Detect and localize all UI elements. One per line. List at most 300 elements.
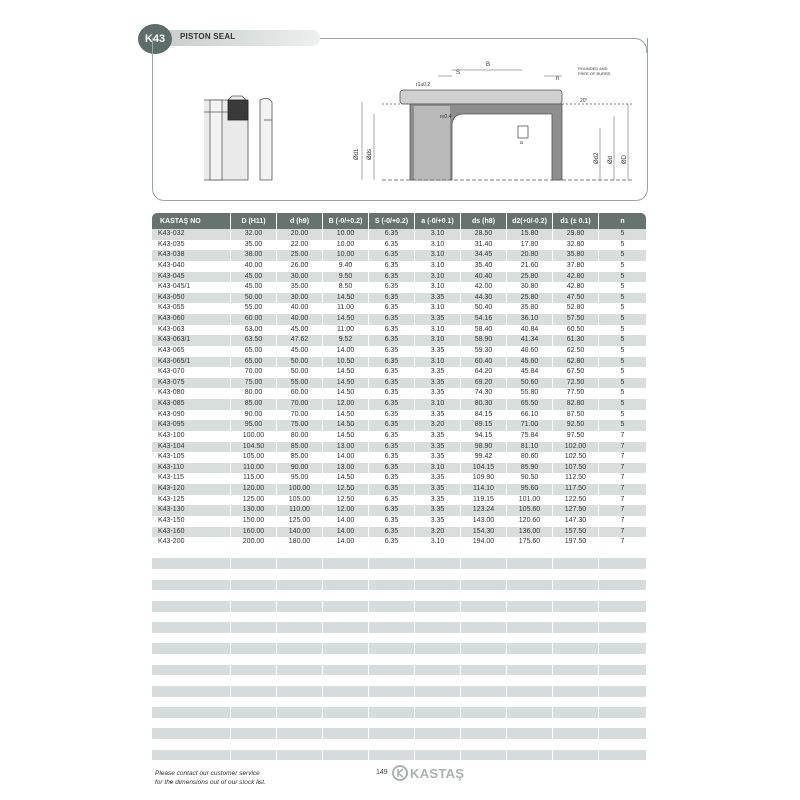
table-cell: 67.50 xyxy=(552,367,598,378)
angle-label: 20° xyxy=(580,98,588,104)
table-cell: 40.00 xyxy=(276,314,322,325)
empty-cell xyxy=(506,718,552,729)
table-row xyxy=(152,240,646,251)
empty-cell xyxy=(460,665,506,676)
table-cell: 5 xyxy=(598,410,646,421)
table-cell: 45.00 xyxy=(276,325,322,336)
table-cell: 197.50 xyxy=(552,537,598,548)
empty-cell xyxy=(276,739,322,750)
table-cell: 84.15 xyxy=(460,410,506,421)
table-cell: 3.10 xyxy=(414,303,460,314)
empty-cell xyxy=(460,548,506,559)
table-cell: 3.10 xyxy=(414,261,460,272)
table-cell: 105.60 xyxy=(506,505,552,516)
empty-cell xyxy=(552,580,598,591)
table-cell: 3.10 xyxy=(414,250,460,261)
table-cell: 6.35 xyxy=(368,527,414,538)
table-cell: 194.00 xyxy=(460,537,506,548)
table-cell: 50.00 xyxy=(230,293,276,304)
empty-cell xyxy=(276,558,322,569)
table-cell: 14.50 xyxy=(322,293,368,304)
table-cell: 58.90 xyxy=(460,335,506,346)
table-cell: 75.00 xyxy=(230,378,276,389)
table-cell: 7 xyxy=(598,431,646,442)
empty-cell xyxy=(506,675,552,686)
empty-table-row xyxy=(152,654,646,665)
table-cell: 14.50 xyxy=(322,410,368,421)
table-cell: 6.35 xyxy=(368,346,414,357)
table-cell: 98.90 xyxy=(460,442,506,453)
table-cell: 50.40 xyxy=(460,303,506,314)
table-row xyxy=(152,314,646,325)
empty-cell xyxy=(322,622,368,633)
section-title: PISTON SEAL xyxy=(180,32,236,41)
table-cell: 40.40 xyxy=(460,272,506,283)
table-cell: K43-063/1 xyxy=(152,335,230,346)
empty-cell xyxy=(276,643,322,654)
table-cell: 95.60 xyxy=(506,484,552,495)
empty-cell xyxy=(460,686,506,697)
seal-cross-section xyxy=(204,96,272,180)
table-cell: 13.00 xyxy=(322,463,368,474)
empty-cell xyxy=(414,739,460,750)
table-cell: 14.00 xyxy=(322,452,368,463)
customer-service-note xyxy=(155,769,266,787)
table-cell: 143.00 xyxy=(460,516,506,527)
empty-cell xyxy=(152,612,230,623)
empty-cell xyxy=(506,739,552,750)
table-cell: 3.10 xyxy=(414,282,460,293)
table-row xyxy=(152,367,646,378)
table-cell: 64.20 xyxy=(460,367,506,378)
table-cell: 125.00 xyxy=(276,516,322,527)
table-cell: 72.50 xyxy=(552,378,598,389)
table-cell: 60.50 xyxy=(552,325,598,336)
empty-cell xyxy=(414,580,460,591)
empty-table-row xyxy=(152,707,646,718)
table-cell: 3.10 xyxy=(414,537,460,548)
table-cell: K43-130 xyxy=(152,505,230,516)
table-cell: 35.00 xyxy=(230,240,276,251)
table-cell: 5 xyxy=(598,293,646,304)
table-cell: K43-090 xyxy=(158,410,185,418)
empty-cell xyxy=(460,612,506,623)
table-row xyxy=(152,505,646,516)
empty-cell xyxy=(460,707,506,718)
empty-cell xyxy=(230,612,276,623)
empty-cell xyxy=(460,750,506,761)
empty-cell xyxy=(506,728,552,739)
table-cell: 85.00 xyxy=(276,442,322,453)
table-cell: 45.00 xyxy=(230,272,276,283)
table-cell: 34.45 xyxy=(460,250,506,261)
empty-cell xyxy=(152,643,230,654)
table-row xyxy=(152,431,646,442)
empty-cell xyxy=(598,750,646,761)
table-cell: 95.00 xyxy=(230,420,276,431)
table-cell: 3.35 xyxy=(414,378,460,389)
column-header: d2(+0/-0.2) xyxy=(506,213,552,229)
empty-cell xyxy=(506,707,552,718)
empty-cell xyxy=(414,548,460,559)
table-cell: 80.00 xyxy=(230,388,276,399)
empty-cell xyxy=(230,590,276,601)
table-cell: 22.00 xyxy=(276,240,322,251)
empty-cell xyxy=(414,665,460,676)
table-cell: 90.50 xyxy=(506,473,552,484)
table-cell: 6.35 xyxy=(368,516,414,527)
table-cell: 81.10 xyxy=(506,442,552,453)
table-cell: 6.35 xyxy=(368,240,414,251)
empty-cell xyxy=(322,739,368,750)
table-cell: K43-105 xyxy=(158,453,185,461)
table-cell: 31.40 xyxy=(460,240,506,251)
empty-table-row xyxy=(152,622,646,633)
table-cell: 6.35 xyxy=(368,250,414,261)
empty-cell xyxy=(152,707,230,718)
table-cell: 58.40 xyxy=(460,325,506,336)
empty-cell xyxy=(552,601,598,612)
empty-cell xyxy=(598,548,646,559)
empty-cell xyxy=(276,633,322,644)
empty-cell xyxy=(152,675,230,686)
empty-cell xyxy=(598,665,646,676)
table-cell: 14.50 xyxy=(322,473,368,484)
empty-cell xyxy=(598,675,646,686)
table-cell: K43-200 xyxy=(158,538,185,546)
note-line-1: Please contact our customer service xyxy=(155,770,260,777)
empty-cell xyxy=(414,654,460,665)
empty-cell xyxy=(276,569,322,580)
empty-cell xyxy=(506,558,552,569)
empty-cell xyxy=(230,633,276,644)
empty-cell xyxy=(552,675,598,686)
table-cell: 101.00 xyxy=(506,495,552,506)
dim-D-label: ØD xyxy=(622,155,628,164)
table-cell: K43-038 xyxy=(152,250,230,261)
empty-cell xyxy=(230,707,276,718)
table-cell: K43-045 xyxy=(152,272,230,283)
table-cell: 3.10 xyxy=(414,272,460,283)
empty-table-row xyxy=(152,728,646,739)
empty-cell xyxy=(230,675,276,686)
table-cell: 107.50 xyxy=(552,463,598,474)
dim-ds-label: Øds xyxy=(367,148,373,160)
column-header: a (-0/+0.1) xyxy=(414,213,460,229)
empty-cell xyxy=(506,643,552,654)
table-cell: 11.00 xyxy=(322,325,368,336)
table-cell: 50.60 xyxy=(506,378,552,389)
table-cell: 85.00 xyxy=(276,452,322,463)
empty-table-row xyxy=(152,601,646,612)
table-cell: 10.00 xyxy=(322,250,368,261)
table-cell: 9.52 xyxy=(322,335,368,346)
empty-cell xyxy=(368,686,414,697)
table-cell: K43-063 xyxy=(158,325,185,333)
empty-cell xyxy=(276,707,322,718)
empty-cell xyxy=(368,718,414,729)
table-row xyxy=(152,388,646,399)
table-cell: 6.35 xyxy=(368,282,414,293)
table-cell: 82.80 xyxy=(552,399,598,410)
dim-d2-label: Ød2 xyxy=(594,152,600,164)
empty-table-row xyxy=(152,558,646,569)
empty-cell xyxy=(460,622,506,633)
table-cell: 5 xyxy=(598,303,646,314)
empty-cell xyxy=(460,633,506,644)
table-cell: 55.00 xyxy=(276,378,322,389)
empty-cell xyxy=(322,590,368,601)
empty-cell xyxy=(552,654,598,665)
empty-cell xyxy=(598,558,646,569)
kastas-logo xyxy=(392,763,464,783)
empty-cell xyxy=(552,612,598,623)
table-cell: 3.35 xyxy=(414,314,460,325)
empty-cell xyxy=(368,750,414,761)
table-row xyxy=(152,420,646,431)
empty-cell xyxy=(460,590,506,601)
table-cell: 6.35 xyxy=(368,399,414,410)
table-cell: 122.50 xyxy=(552,495,598,506)
empty-cell xyxy=(230,739,276,750)
table-cell: 55.00 xyxy=(230,303,276,314)
empty-cell xyxy=(368,569,414,580)
empty-table-row xyxy=(152,675,646,686)
table-cell: 94.15 xyxy=(460,431,506,442)
table-cell: 123.24 xyxy=(460,505,506,516)
table-cell: 92.50 xyxy=(552,420,598,431)
empty-table-row xyxy=(152,643,646,654)
table-cell: 3.35 xyxy=(414,431,460,442)
table-cell: 36.10 xyxy=(506,314,552,325)
empty-cell xyxy=(460,558,506,569)
table-cell: 3.10 xyxy=(414,399,460,410)
empty-cell xyxy=(276,548,322,559)
table-cell: 5 xyxy=(598,399,646,410)
table-header xyxy=(152,213,646,229)
technical-drawing xyxy=(152,40,646,200)
table-cell: 21.60 xyxy=(506,261,552,272)
table-cell: 9.40 xyxy=(322,261,368,272)
empty-cell xyxy=(414,697,460,708)
table-cell: 35.80 xyxy=(506,303,552,314)
empty-cell xyxy=(506,633,552,644)
table-cell: 6.35 xyxy=(368,314,414,325)
empty-cell xyxy=(460,728,506,739)
note-line-2: for the dimensions out of our stock list. xyxy=(155,779,266,786)
table-cell: 180.00 xyxy=(276,537,322,548)
table-cell: 65.50 xyxy=(506,399,552,410)
empty-cell xyxy=(152,601,230,612)
table-cell: 14.00 xyxy=(322,537,368,548)
table-cell: 6.35 xyxy=(368,410,414,421)
table-cell: 175.60 xyxy=(506,537,552,548)
table-cell: 6.35 xyxy=(368,261,414,272)
table-cell: 30.00 xyxy=(276,293,322,304)
table-cell: 14.00 xyxy=(322,516,368,527)
table-cell: 70.00 xyxy=(230,367,276,378)
table-cell: K43-040 xyxy=(158,261,185,269)
empty-cell xyxy=(414,622,460,633)
empty-cell xyxy=(152,739,230,750)
table-cell: 147.30 xyxy=(552,516,598,527)
table-cell: 17.80 xyxy=(506,240,552,251)
table-cell: 14.00 xyxy=(322,527,368,538)
table-cell: 74.30 xyxy=(460,388,506,399)
table-cell: K43-065 xyxy=(158,346,185,354)
table-cell: 120.00 xyxy=(230,484,276,495)
radius-r2-label: r≤0.4 xyxy=(440,114,452,120)
empty-cell xyxy=(414,612,460,623)
table-cell: 12.00 xyxy=(322,399,368,410)
table-cell: 15.80 xyxy=(506,229,552,240)
empty-cell xyxy=(368,601,414,612)
table-cell: 105.00 xyxy=(230,452,276,463)
empty-cell xyxy=(368,612,414,623)
table-cell: 120.60 xyxy=(506,516,552,527)
table-cell: K43-050 xyxy=(152,293,230,304)
logo-icon xyxy=(392,765,408,781)
column-header: d1 (± 0.1) xyxy=(552,213,598,229)
table-cell: K43-160 xyxy=(152,527,230,538)
table-cell: 6.35 xyxy=(368,388,414,399)
table-row xyxy=(152,357,646,368)
empty-cell xyxy=(152,548,230,559)
table-cell: 10.50 xyxy=(322,357,368,368)
empty-cell xyxy=(598,739,646,750)
empty-cell xyxy=(552,718,598,729)
table-cell: 7 xyxy=(598,505,646,516)
table-cell: 3.35 xyxy=(414,442,460,453)
empty-cell xyxy=(414,590,460,601)
table-cell: 157.50 xyxy=(552,527,598,538)
table-cell: K43-110 xyxy=(152,463,230,474)
table-row xyxy=(152,293,646,304)
table-cell: 14.50 xyxy=(322,367,368,378)
empty-cell xyxy=(368,675,414,686)
table-cell: 63.00 xyxy=(230,325,276,336)
empty-cell xyxy=(152,654,230,665)
table-cell: 40.00 xyxy=(230,261,276,272)
table-cell: 6.35 xyxy=(368,303,414,314)
empty-cell xyxy=(506,665,552,676)
table-cell: 54.16 xyxy=(460,314,506,325)
empty-cell xyxy=(368,654,414,665)
empty-cell xyxy=(414,643,460,654)
table-cell: 90.00 xyxy=(230,410,276,421)
empty-cell xyxy=(322,633,368,644)
table-cell: 6.35 xyxy=(368,367,414,378)
empty-cell xyxy=(276,590,322,601)
empty-cell xyxy=(506,601,552,612)
empty-cell xyxy=(152,728,230,739)
table-row xyxy=(152,442,646,453)
empty-cell xyxy=(152,569,230,580)
table-cell: 6.35 xyxy=(368,495,414,506)
table-cell: 65.00 xyxy=(230,346,276,357)
empty-cell xyxy=(322,558,368,569)
empty-cell xyxy=(152,633,230,644)
table-cell: 10.00 xyxy=(322,229,368,240)
table-cell: 3.35 xyxy=(414,495,460,506)
empty-table-row xyxy=(152,697,646,708)
table-cell: K43-035 xyxy=(158,240,185,248)
table-cell: 105.00 xyxy=(276,495,322,506)
table-cell: 7 xyxy=(598,473,646,484)
empty-cell xyxy=(368,633,414,644)
table-cell: 3.20 xyxy=(414,420,460,431)
empty-cell xyxy=(322,601,368,612)
empty-cell xyxy=(506,697,552,708)
table-cell: K43-075 xyxy=(152,378,230,389)
table-cell: 3.10 xyxy=(414,357,460,368)
empty-cell xyxy=(152,580,230,591)
empty-cell xyxy=(322,707,368,718)
empty-cell xyxy=(322,654,368,665)
table-cell: 45.84 xyxy=(506,367,552,378)
table-cell: 5 xyxy=(598,335,646,346)
table-cell: 32.00 xyxy=(230,229,276,240)
table-cell: 125.00 xyxy=(230,495,276,506)
table-cell: 102.00 xyxy=(552,442,598,453)
empty-cell xyxy=(230,665,276,676)
table-cell: 136.00 xyxy=(506,527,552,538)
empty-cell xyxy=(368,643,414,654)
table-cell: 63.50 xyxy=(230,335,276,346)
empty-cell xyxy=(276,728,322,739)
table-cell: 97.50 xyxy=(552,431,598,442)
table-cell: 75.00 xyxy=(276,420,322,431)
logo-text: KASTAŞ xyxy=(410,765,465,781)
table-cell: 85.90 xyxy=(506,463,552,474)
table-cell: 114.10 xyxy=(460,484,506,495)
empty-cell xyxy=(552,707,598,718)
table-cell: 6.35 xyxy=(368,293,414,304)
table-cell: 90.00 xyxy=(276,463,322,474)
table-row xyxy=(152,335,646,346)
table-cell: 69.20 xyxy=(460,378,506,389)
empty-cell xyxy=(414,728,460,739)
table-cell: 6.35 xyxy=(368,473,414,484)
empty-cell xyxy=(368,590,414,601)
table-cell: 42.80 xyxy=(552,272,598,283)
table-cell: 6.35 xyxy=(368,431,414,442)
empty-cell xyxy=(276,601,322,612)
table-cell: 47.50 xyxy=(552,293,598,304)
table-cell: 5 xyxy=(598,346,646,357)
dim-n-label: n xyxy=(556,76,560,82)
table-row xyxy=(152,250,646,261)
empty-cell xyxy=(552,643,598,654)
table-row xyxy=(152,410,646,421)
table-cell: 38.00 xyxy=(230,250,276,261)
table-row xyxy=(152,282,646,293)
table-cell: 75.84 xyxy=(506,431,552,442)
empty-cell xyxy=(552,590,598,601)
table-cell: 35.00 xyxy=(276,282,322,293)
table-cell: 5 xyxy=(598,378,646,389)
note-line-2: FREE OF BURRS xyxy=(578,71,611,76)
table-cell: K43-115 xyxy=(158,474,184,482)
table-cell: 62.50 xyxy=(552,346,598,357)
table-cell: 60.00 xyxy=(276,388,322,399)
table-cell: 3.35 xyxy=(414,484,460,495)
empty-cell xyxy=(506,548,552,559)
empty-cell xyxy=(322,548,368,559)
empty-cell xyxy=(230,558,276,569)
table-cell: 3.35 xyxy=(414,473,460,484)
empty-cell xyxy=(276,697,322,708)
